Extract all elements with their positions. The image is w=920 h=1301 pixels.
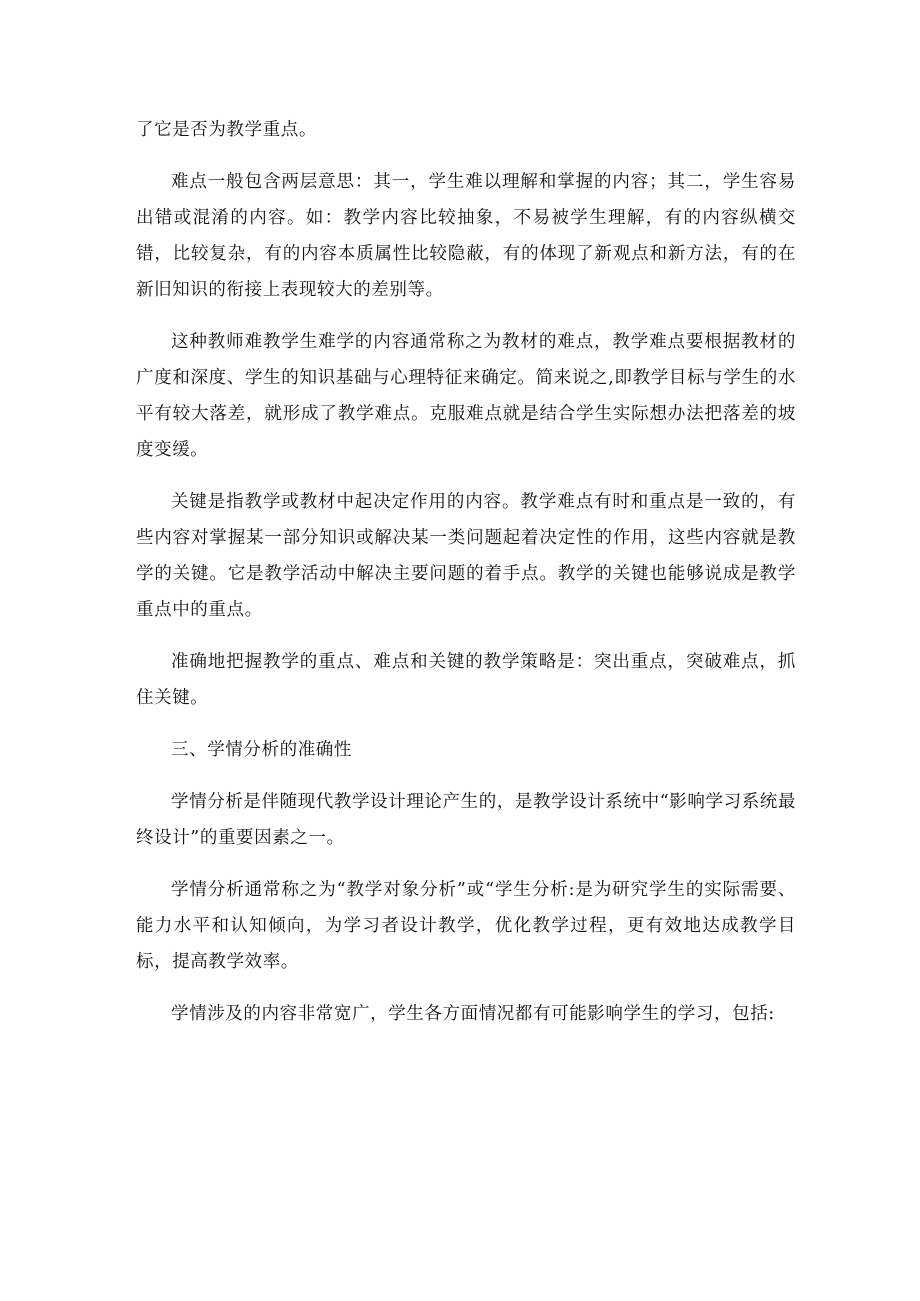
section-heading-learner-analysis: 三、学情分析的准确性 (171, 740, 352, 760)
paragraph-continuation: 了它是否为教学重点。 (136, 120, 317, 140)
document-body (136, 112, 796, 1048)
paragraph-strategy: 准确地把握教学的重点、难点和关键的教学策略是：突出重点，突破难点，抓住关键。 (136, 652, 796, 708)
paragraph-key-point: 关键是指教学或教材中起决定作用的内容。教学难点有时和重点是一致的，有些内容对掌握某一部分知识或解决某一类问题起着决定性的作用，这些内容就是教学的关键。它是教学活动中解决主要问题的着手点。教学的关键也能够说成是教学重点中的重点。 (136, 492, 796, 620)
paragraph-textbook-difficulty: 这种教师难教学生难学的内容通常称之为教材的难点，教学难点要根据教材的广度和深度、学生的知识基础与心理特征来确定。简来说之,即教学目标与学生的水平有较大落差，就形成了教学难点。克服难点就是结合学生实际想办法把落差的坡度变缓。 (136, 332, 796, 460)
paragraph-difficulty-definition: 难点一般包含两层意思：其一，学生难以理解和掌握的内容；其二，学生容易出错或混淆的内容。如：教学内容比较抽象，不易被学生理解，有的内容纵横交错，比较复杂，有的内容本质属性比较隐蔽，有的体现了新观点和新方法，有的在新旧知识的衔接上表现较大的差别等。 (136, 172, 796, 300)
paragraph-learner-analysis-origin: 学情分析是伴随现代教学设计理论产生的，是教学设计系统中“影响学习系统最终设计”的重要因素之一。 (136, 792, 796, 848)
paragraph-learner-analysis-scope: 学情涉及的内容非常宽广，学生各方面情况都有可能影响学生的学习，包括: (171, 1004, 775, 1024)
paragraph-learner-analysis-definition: 学情分析通常称之为“教学对象分析”或“学生分析:是为研究学生的实际需要、能力水平和认知倾向，为学习者设计教学，优化教学过程，更有效地达成教学目标，提高教学效率。 (136, 880, 796, 972)
